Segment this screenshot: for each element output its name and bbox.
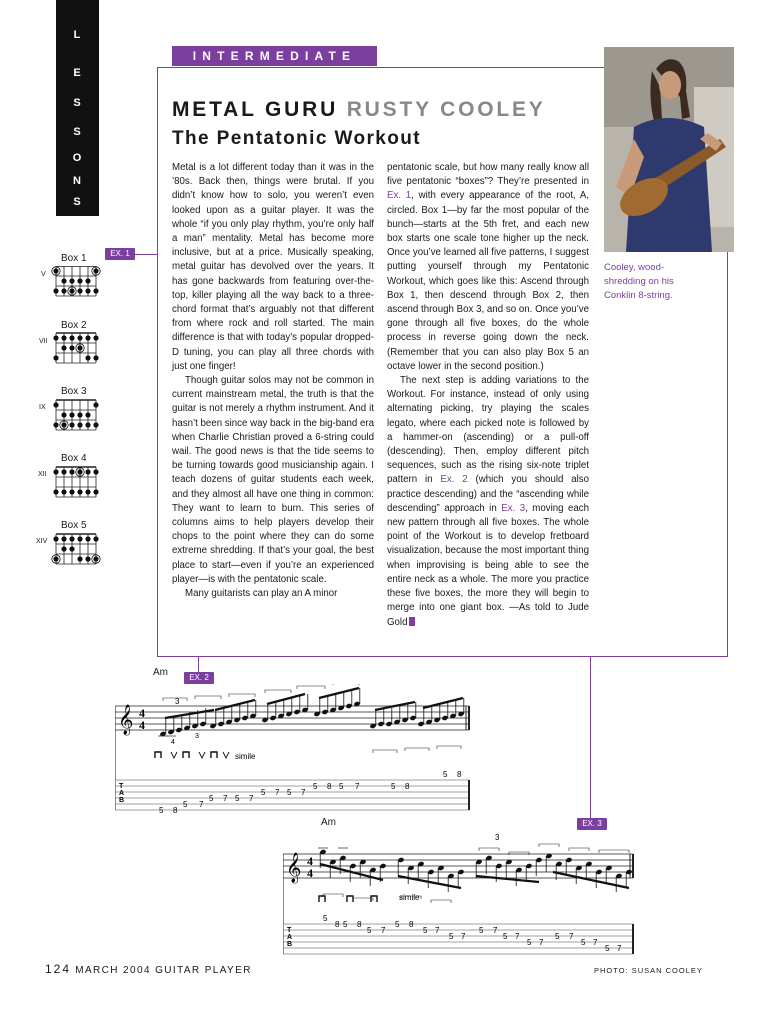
scale-dot xyxy=(69,546,74,551)
tab-number: 7 xyxy=(593,938,598,947)
tab-number: 5 xyxy=(313,782,318,791)
ex2-connector-line xyxy=(198,657,199,672)
scale-dot xyxy=(93,422,98,427)
tab-letter: S xyxy=(73,126,82,138)
box-label: Box 4 xyxy=(61,453,87,464)
frame-line xyxy=(727,252,728,657)
scale-dot xyxy=(85,288,90,293)
tab-clef-letter: T xyxy=(287,927,292,934)
tab-number: 8 xyxy=(327,782,332,791)
ex2-label: EX. 2 xyxy=(184,672,214,684)
scale-dot xyxy=(85,422,90,427)
triplet-bracket xyxy=(569,848,589,851)
treble-clef-icon: 𝄞 xyxy=(286,853,302,883)
page-number: 124 xyxy=(45,962,72,976)
triplet-bracket xyxy=(265,690,291,693)
scale-dot xyxy=(93,469,98,474)
ex3-connector-line xyxy=(590,657,591,819)
scale-dot xyxy=(85,469,90,474)
paragraph xyxy=(387,161,589,374)
ex3-notation xyxy=(283,832,639,958)
text-run: pentatonic scale, but how many really know all five pentatonic “boxes”? They’re presented in xyxy=(387,162,589,188)
ex1-connector-line xyxy=(134,254,158,255)
end-of-article-mark xyxy=(409,617,415,626)
scale-dot xyxy=(69,335,74,340)
time-signature: 4 xyxy=(307,854,313,868)
tab-number: 5 xyxy=(605,944,610,953)
scale-dot xyxy=(61,278,66,283)
scale-dot xyxy=(77,536,82,541)
scale-dot xyxy=(85,536,90,541)
scale-dot xyxy=(53,268,58,273)
triplet-bracket xyxy=(333,684,359,685)
column-name: METAL GURU xyxy=(172,98,339,121)
scale-dot xyxy=(53,335,58,340)
scale-dot xyxy=(85,335,90,340)
tab-number: 5 xyxy=(581,938,586,947)
ex1-label: EX. 1 xyxy=(105,248,135,260)
downstroke-icon xyxy=(371,896,377,902)
triplet-bracket xyxy=(405,748,429,751)
lessons-section-tab xyxy=(56,0,99,216)
tab-number: 8 xyxy=(457,770,462,779)
scale-dot xyxy=(93,335,98,340)
triplet-bracket xyxy=(599,850,629,853)
frame-line xyxy=(157,67,158,656)
tab-number: 7 xyxy=(199,800,204,809)
tab-number: 5 xyxy=(287,788,292,797)
triplet-bracket xyxy=(195,696,221,699)
triplet-bracket xyxy=(373,750,397,753)
simile-marking: simile xyxy=(235,752,256,761)
scale-dot xyxy=(69,345,74,350)
triplet-bracket xyxy=(539,844,559,847)
triplet-bracket xyxy=(297,686,325,689)
tab-number: 7 xyxy=(275,788,280,797)
scale-dot xyxy=(77,556,82,561)
tab-number: 7 xyxy=(461,932,466,941)
scale-dot xyxy=(61,489,66,494)
level-banner: INTERMEDIATE xyxy=(172,46,377,66)
scale-dot xyxy=(53,469,58,474)
tab-number: 7 xyxy=(223,794,228,803)
scale-dot xyxy=(93,536,98,541)
notes xyxy=(155,684,465,758)
tab-number: 5 xyxy=(527,938,532,947)
article-headline xyxy=(172,98,546,122)
ex3-chord-symbol: Am xyxy=(321,817,336,828)
tab-number: 5 xyxy=(367,926,372,935)
simile-marking: simile xyxy=(399,893,420,902)
tab-number: 5 xyxy=(555,932,560,941)
tab-number: 5 xyxy=(423,926,428,935)
tab-letter: O xyxy=(72,152,83,164)
scale-dot xyxy=(61,288,66,293)
scale-dot xyxy=(69,422,74,427)
tab-number: 5 xyxy=(395,920,400,929)
author-name: RUSTY COOLEY xyxy=(346,98,546,121)
tab-number: 8 xyxy=(405,782,410,791)
tab-number: 8 xyxy=(409,920,414,929)
tab-number: 5 xyxy=(159,806,164,814)
triplet-bracket xyxy=(229,694,255,697)
tab-number: 7 xyxy=(301,788,306,797)
text-run: , moving each new pattern through all five boxes. The whole point of the Workout is to develop fretboard visualization, because the most important thing when improvising is being able to see the entire neck as a whole. The more you practice these five boxes, the more they will begin to merge into one giant box. —As told to Jude Gold xyxy=(387,502,590,628)
tab-number: 7 xyxy=(617,944,622,953)
tab-number: 5 xyxy=(479,926,484,935)
scale-dot xyxy=(53,402,58,407)
box-label: Box 5 xyxy=(61,520,87,531)
fret-position: IX xyxy=(39,404,46,411)
scale-dot xyxy=(93,288,98,293)
text-run: , with every appearance of the root, A, circled. Box 1—by far the most popular of the bunch—starts at the 5th fret, and each new box starts one scale tone higher up the neck. Once you’ve learned all five patterns, I suggest putting yourself through my Pentatonic Workout, which goes like this: Ascend through Box 1, then descend through Box 2, then ascend through Box 3, and so on. Once you’ve gone through all five boxes, do the whole process in reverse going down the neck. (Remember that you can also play Box 5 an octave lower in the second position.) xyxy=(387,190,589,372)
beam xyxy=(215,700,255,710)
tab-number: 5 xyxy=(339,782,344,791)
box-label: Box 1 xyxy=(61,253,87,264)
tab-number: 7 xyxy=(381,926,386,935)
text-run: The next step is adding variations to the Workout. For instance, instead of only using alternating picking, try playing the scales legato, where each picked note is followed by a hammer-on (ascending) or a pull-off (descending). Then, employ different pitch sequences, such as the rising six-note triplet pattern in xyxy=(387,375,589,486)
treble-clef-icon: 𝄞 xyxy=(118,705,134,735)
triplet-bracket xyxy=(479,848,499,851)
chord-diagrams xyxy=(50,266,110,586)
scale-dot xyxy=(53,536,58,541)
box-label: Box 2 xyxy=(61,320,87,331)
scale-dot xyxy=(61,546,66,551)
tab-letter: S xyxy=(73,196,82,208)
ex2-reference: Ex. 2 xyxy=(440,474,468,486)
tab-clef-letter: B xyxy=(119,797,125,804)
tab-number: 5 xyxy=(323,914,328,923)
upstroke-icon xyxy=(199,752,205,758)
scale-dot xyxy=(77,345,82,350)
downstroke-icon xyxy=(211,752,217,758)
paragraph: Many guitarists can play an A minor xyxy=(185,588,338,600)
scale-dot xyxy=(85,412,90,417)
tab-letter: E xyxy=(73,67,82,79)
scale-dot xyxy=(77,489,82,494)
tab-number: 7 xyxy=(355,782,360,791)
scale-dot xyxy=(53,288,58,293)
fret-position: XII xyxy=(38,471,47,478)
scale-dot xyxy=(77,335,82,340)
article-column-1 xyxy=(172,161,374,601)
chord-box xyxy=(52,534,100,564)
article-title: The Pentatonic Workout xyxy=(172,128,421,149)
fret-position: XIV xyxy=(36,538,48,545)
tab-number: 5 xyxy=(343,920,348,929)
scale-dot xyxy=(93,489,98,494)
downstroke-icon xyxy=(347,896,353,902)
paragraph: Metal is a lot different today than it was in the ’80s. Back then, things were brutal. If you didn’t know how to solo, you weren’t even looked upon as a guitar player. It was the whole “if you only play rhythm, you’re only half a man” mentality. Metal has become more inclusive, but at a price. Musically speaking, metal guitar has devolved over the years. It has gone backwards from featuring over-the-top, killer playing all the way back to a three-chord format that’s arguably not that different from where rock and roll started. The main difference is that with today’s popular dropped-D tuning, you can play all three chords with just one finger! xyxy=(172,162,374,372)
scale-dot xyxy=(61,536,66,541)
triplet-bracket xyxy=(509,852,529,855)
scale-dot xyxy=(77,469,82,474)
scale-dot xyxy=(93,402,98,407)
scale-dot xyxy=(61,345,66,350)
scale-dot xyxy=(53,489,58,494)
scale-dot xyxy=(77,278,82,283)
ex2-chord-symbol: Am xyxy=(153,667,168,678)
scale-dot xyxy=(53,355,58,360)
issue-line: MARCH 2004 GUITAR PLAYER xyxy=(75,965,252,976)
triplet-bracket xyxy=(353,898,373,901)
scale-dot xyxy=(69,469,74,474)
guitarist-photo xyxy=(604,47,734,252)
tab-number: 5 xyxy=(503,932,508,941)
triplet-bracket xyxy=(437,746,461,749)
scale-dot xyxy=(77,412,82,417)
tab-number: 7 xyxy=(249,794,254,803)
tab-number: 5 xyxy=(183,800,188,809)
tab-number: 7 xyxy=(435,926,440,935)
chord-box xyxy=(53,333,98,363)
time-signature: 4 xyxy=(307,866,313,880)
tab-letter: S xyxy=(73,97,82,109)
tab-clef-letter: A xyxy=(287,934,293,941)
scale-dot xyxy=(61,469,66,474)
photo-caption: Cooley, wood-shredding on his Conklin 8-string. xyxy=(604,262,674,301)
beam xyxy=(319,688,359,698)
tab-number: 5 xyxy=(449,932,454,941)
scale-dot xyxy=(61,335,66,340)
scale-dot xyxy=(77,288,82,293)
downstroke-icon xyxy=(155,752,161,758)
tab-number: 8 xyxy=(335,920,340,929)
tab-number: 7 xyxy=(515,932,520,941)
tab-number: 5 xyxy=(209,794,214,803)
triplet-bracket xyxy=(431,900,451,903)
beam xyxy=(423,698,463,708)
scale-dot xyxy=(69,412,74,417)
tab-number: 5 xyxy=(235,794,240,803)
fret-position: VII xyxy=(39,338,48,345)
scale-dot xyxy=(93,355,98,360)
scale-dot xyxy=(85,556,90,561)
page-footer xyxy=(45,962,252,976)
paragraph: Though guitar solos may not be common in current mainstream metal, the truth is that the guitar is not merely a rhythm instrument. And it hasn’t been since way back in the big-band era when Charlie Christian proved a 6-string could wail. The good news is that the tide seems to be turning towards good musicianship again. I teach dozens of guitar students each week, and they almost all have one thing in common: They want to learn to burn. This series of columns aims to help players develop their chops to the point where they can do some extreme shredding. If that’s your goal, the best place to start—even if you’re an experienced player—is with the pentatonic scale. xyxy=(172,375,374,585)
tab-clef-letter: T xyxy=(119,783,124,790)
scale-dot xyxy=(93,268,98,273)
triplet-mark: 3 xyxy=(495,833,500,842)
finger-number: 3 xyxy=(195,733,199,740)
upstroke-icon xyxy=(223,752,229,758)
frame-line xyxy=(157,656,728,657)
scale-dot xyxy=(93,556,98,561)
ex3-reference: Ex. 3 xyxy=(501,502,526,514)
chord-box xyxy=(53,467,98,497)
tab-number: 5 xyxy=(261,788,266,797)
box-label: Box 3 xyxy=(61,386,87,397)
beam xyxy=(267,694,305,704)
scale-dot xyxy=(85,355,90,360)
tab-number: 7 xyxy=(493,926,498,935)
photo-credit: PHOTO: SUSAN COOLEY xyxy=(594,966,703,975)
chord-box xyxy=(53,400,98,430)
scale-dot xyxy=(53,556,58,561)
scale-dot xyxy=(77,422,82,427)
tab-clef-letter: B xyxy=(287,941,293,948)
music-staff xyxy=(115,704,469,810)
scale-dot xyxy=(61,422,66,427)
tablature xyxy=(115,770,469,814)
scale-dot xyxy=(69,489,74,494)
frame-line xyxy=(157,67,604,68)
text-run: (which you should also practice descending) and the “ascending while descending” approach in xyxy=(387,474,589,514)
tab-letter: L xyxy=(73,29,82,41)
scale-dot xyxy=(69,278,74,283)
downstroke-icon xyxy=(183,752,189,758)
paragraph xyxy=(387,374,589,630)
finger-number: 4 xyxy=(171,739,175,746)
tablature xyxy=(283,914,633,954)
scale-dot xyxy=(69,288,74,293)
chord-box xyxy=(52,266,100,296)
notes xyxy=(318,844,633,903)
scale-dot xyxy=(53,422,58,427)
ex1-reference: Ex. 1 xyxy=(387,190,412,202)
scale-dot xyxy=(85,278,90,283)
fret-position: V xyxy=(41,271,46,278)
triplet-bracket xyxy=(323,894,343,897)
scale-dot xyxy=(69,536,74,541)
downstroke-icon xyxy=(319,896,325,902)
tab-number: 8 xyxy=(357,920,362,929)
ex2-notation xyxy=(115,684,475,814)
tab-number: 5 xyxy=(443,770,448,779)
beam xyxy=(476,876,539,882)
ex3-label: EX. 3 xyxy=(577,818,607,830)
tab-letter: N xyxy=(73,175,82,187)
tab-number: 7 xyxy=(569,932,574,941)
article-column-2 xyxy=(387,161,589,630)
time-signature: 4 xyxy=(139,718,145,732)
tab-number: 5 xyxy=(391,782,396,791)
triplet-mark: 3 xyxy=(175,697,180,706)
scale-dot xyxy=(85,489,90,494)
tab-number: 8 xyxy=(173,806,178,814)
time-signature: 4 xyxy=(139,706,145,720)
tab-number: 7 xyxy=(539,938,544,947)
upstroke-icon xyxy=(171,752,177,758)
tab-clef-letter: A xyxy=(119,790,125,797)
scale-dot xyxy=(61,412,66,417)
